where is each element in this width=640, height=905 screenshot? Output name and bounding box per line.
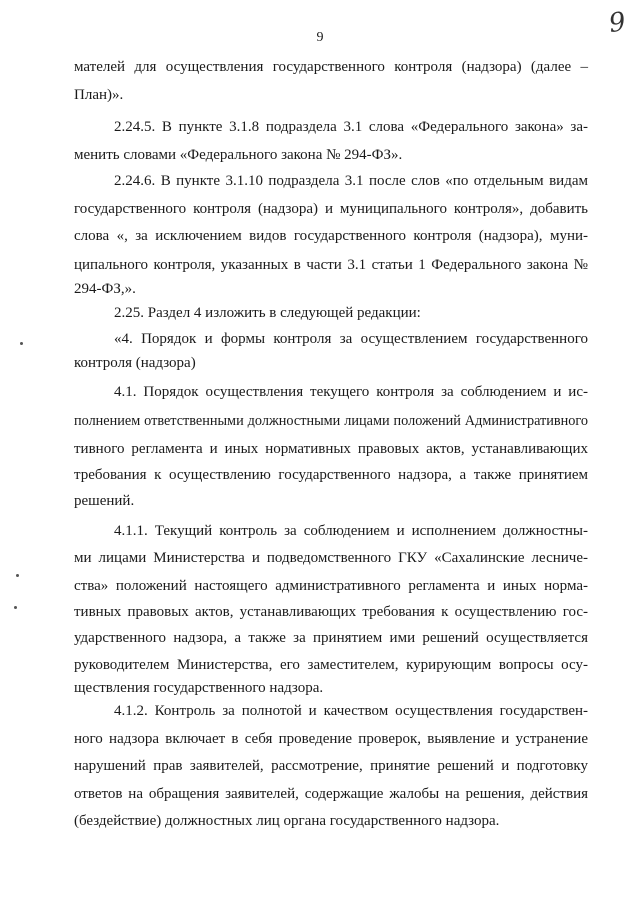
- text-line: 4.1. Порядок осуществления текущего контроля за соблюдением и ис-: [114, 384, 588, 400]
- text-line: тивного регламента и иных нормативных правовых актов, устанавливающих: [74, 441, 588, 457]
- text-line: 4.1.2. Контроль за полнотой и качеством осуществления государствен-: [114, 703, 588, 719]
- text-line: 2.25. Раздел 4 изложить в следующей редакции:: [114, 305, 421, 321]
- text-line: менить словами «Федерального закона № 294-ФЗ».: [74, 147, 403, 163]
- text-line: мателей для осуществления государственного контроля (надзора) (далее –: [74, 59, 588, 75]
- scan-speck: [16, 574, 19, 577]
- text-line: требования к осуществлению государственного надзора, а также принятием: [74, 467, 588, 483]
- scan-speck: [20, 342, 23, 345]
- text-line: (бездействие) должностных лиц органа государственного надзора.: [74, 813, 500, 829]
- text-line: контроля (надзора): [74, 355, 196, 371]
- text-line: решений.: [74, 493, 135, 509]
- text-line: ществления государственного надзора.: [74, 680, 324, 696]
- text-line: «4. Порядок и формы контроля за осуществлением государственного: [114, 331, 588, 347]
- text-line: 4.1.1. Текущий контроль за соблюдением и исполнением должностны-: [114, 523, 588, 539]
- text-line: ответов на обращения заявителей, содержащие жалобы на решения, действия: [74, 786, 588, 802]
- scan-speck: [14, 606, 17, 609]
- text-line: ми лицами Министерства и подведомственного ГКУ «Сахалинские лесниче-: [74, 550, 588, 566]
- text-line: нарушений прав заявителей, рассмотрение, принятие решений и подготовку: [74, 758, 588, 774]
- text-line: ципального контроля, указанных в части 3.1 статьи 1 Федерального закона №: [74, 257, 588, 273]
- text-line: полнением ответственными должностными лицами положений Административного: [74, 413, 588, 429]
- text-line: 2.24.5. В пункте 3.1.8 подраздела 3.1 слова «Федерального закона» за-: [114, 119, 588, 135]
- text-line: 294-ФЗ,».: [74, 281, 136, 297]
- text-line: 2.24.6. В пункте 3.1.10 подраздела 3.1 после слов «по отдельным видам: [114, 173, 588, 189]
- text-line: руководителем Министерства, его заместителем, курирующим вопросы осу-: [74, 657, 588, 673]
- page-number: 9: [316, 30, 324, 45]
- text-line: ударственного надзора, а также за принятием ими решений осуществляется: [74, 630, 588, 646]
- text-line: ства» положений настоящего административного регламента и иных норма-: [74, 578, 588, 594]
- handwritten-page-number: 9: [607, 6, 629, 40]
- text-line: ного надзора включает в себя проведение проверок, выявление и устранение: [74, 731, 588, 747]
- text-line: слова «, за исключением видов государственного контроля (надзора), муни-: [74, 228, 588, 244]
- text-line: тивных правовых актов, устанавливающих требования к осуществлению гос-: [74, 604, 588, 620]
- text-line: План)».: [74, 87, 124, 103]
- text-line: государственного контроля (надзора) и муниципального контроля», добавить: [74, 201, 588, 217]
